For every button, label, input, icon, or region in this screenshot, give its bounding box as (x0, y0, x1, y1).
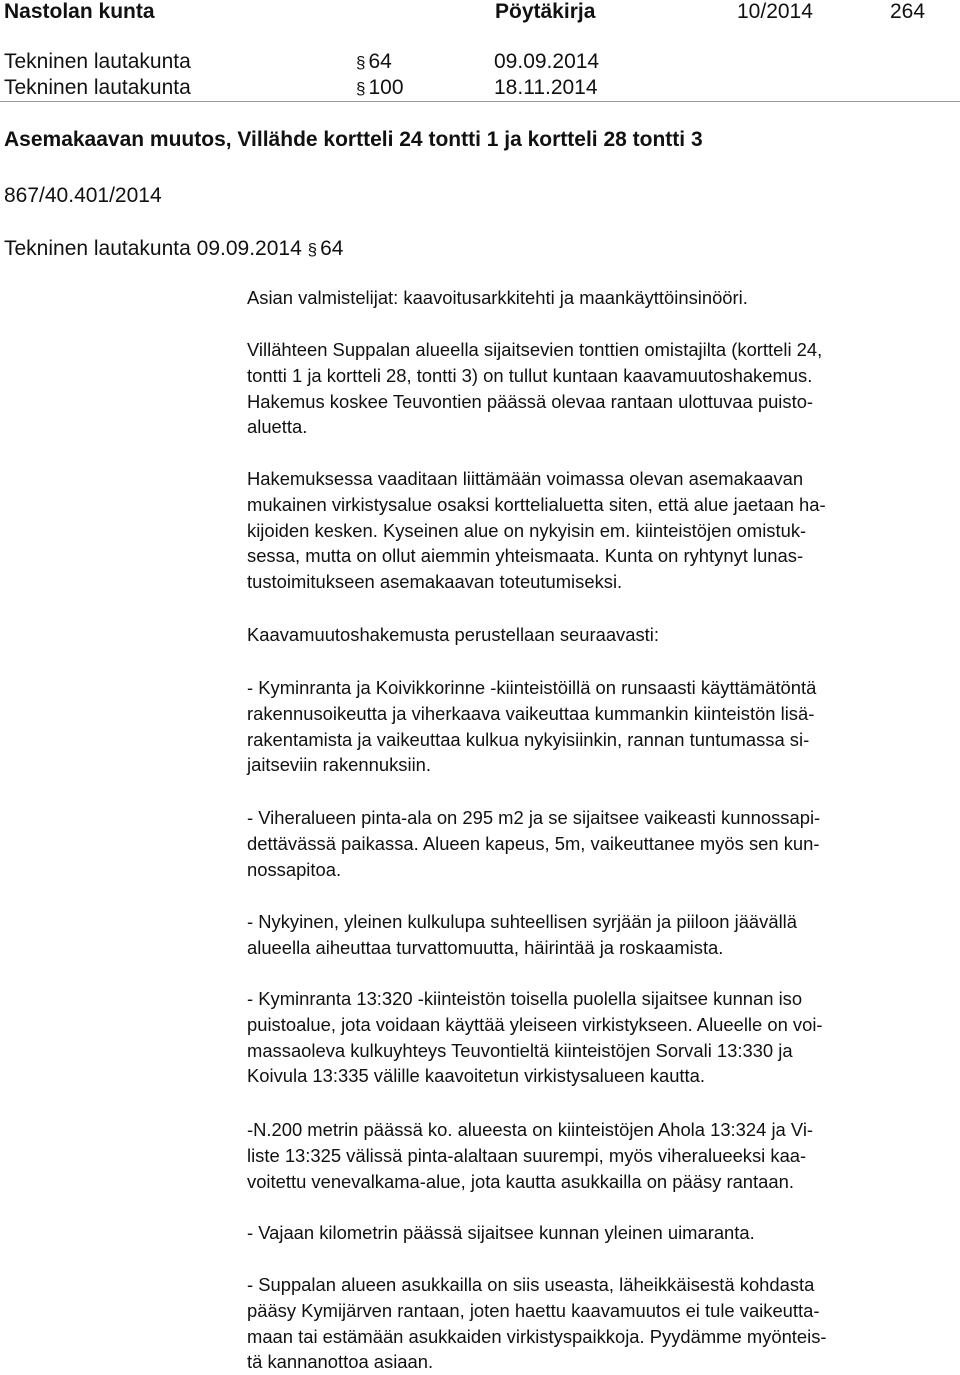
reference-date: 09.09.2014 (494, 50, 600, 73)
body-paragraph: - Viheralueen pinta-ala on 295 m2 ja se sijaitsee vaikeasti kunnossapi- dettävässä paikassa. Alueen kapeus, 5m, vaikeuttanee myös sen kun- nossapitoa. (247, 807, 821, 880)
reference-body: Tekninen lautakunta (4, 76, 191, 99)
section-sign-icon: § (356, 53, 366, 72)
document-title: Asemakaavan muutos, Villähde kortteli 24 tontti 1 ja kortteli 28 tontti 3 (4, 128, 703, 151)
body-paragraph: Kaavamuutoshakemusta perustellaan seuraavasti: (247, 624, 659, 645)
body-paragraph: -N.200 metrin päässä ko. alueesta on kiinteistöjen Ahola 13:324 ja Vi- liste 13:325 välissä pinta-alaltaan suurempi, myös viheralueeksi kaa- voitettu venevalkama-alue, jota kautta asukkailla on pääsy rantaan. (247, 1119, 814, 1192)
body-paragraph: - Nykyinen, yleinen kulkulupa suhteellisen syrjään ja piiloon jäävällä alueella aiheuttaa turvattomuutta, häirintää ja roskaamista. (247, 911, 797, 958)
document-number: 10/2014 (737, 0, 813, 23)
body-paragraph: - Vajaan kilometrin päässä sijaitsee kunnan yleinen uimaranta. (247, 1222, 755, 1243)
body-paragraph: - Kyminranta ja Koivikkorinne -kiinteistöillä on runsaasti käyttämätöntä rakennusoikeutta ja viherkaava vaikeuttaa kummankin kiinteistön lisä- rakentamista ja vaikeuttaa kulkua nykyisiinkin, rannan tuntumassa si- jaitseviin rakennuksiin. (247, 677, 817, 776)
reference-section: § 100 (356, 76, 404, 99)
reference-section: § 64 (356, 50, 392, 73)
document-type: Pöytäkirja (495, 0, 596, 23)
body-paragraph: Villähteen Suppalan alueella sijaitsevien tonttien omistajilta (kortteli 24, tontti 1 ja kortteli 28, tontti 3) on tullut kuntaan kaavamuutoshakemus. Hakemus koskee Teuvontien päässä olevaa rantaan ulottuvaa puisto- aluetta. (247, 339, 823, 438)
reference-body: Tekninen lautakunta (4, 50, 191, 73)
section-sign-icon: § (356, 79, 366, 98)
page-number: 264 (890, 0, 926, 23)
document-id: 867/40.401/2014 (4, 184, 162, 207)
body-paragraph: Hakemuksessa vaaditaan liittämään voimassa olevan asemakaavan mukainen virkistysalue osaksi korttelialuetta siten, että alue jaetaan ha- kijoiden kesken. Kyseinen alue on nykyisin em. kiinteistöjen omistuk- sessa, mutta on ollut aiemmin yhteismaata. Kunta on ryhtynyt lunas- tustoimitukseen asemakaavan toteutumiseksi. (247, 468, 826, 593)
header-divider (0, 101, 960, 102)
preparers-line: Asian valmistelijat: kaavoitusarkkitehti ja maankäyttöinsinööri. (247, 287, 748, 308)
organization-name: Nastolan kunta (4, 0, 155, 23)
section-sign-icon: § (307, 240, 318, 259)
body-paragraph: - Suppalan alueen asukkailla on siis useasta, läheikkäisestä kohdasta pääsy Kymijärven rantaan, joten haettu kaavamuutos ei tule vaikeutta- maan tai estämään asukkaiden virkistyspaikkoja. Pyydämme myönteis- tä kannanottoa asiaan. (247, 1274, 827, 1373)
meeting-line: Tekninen lautakunta 09.09.2014 § 64 (4, 237, 344, 260)
reference-date: 18.11.2014 (494, 76, 598, 99)
body-paragraph: - Kyminranta 13:320 -kiinteistön toisella puolella sijaitsee kunnan iso puistoalue, jota voidaan käyttää yleiseen virkistykseen. Alueelle on voi- massaoleva kulkuyhteys Teuvontieltä kiinteistöjen Sorvali 13:330 ja Koivula 13:335 välille kaavoitetun virkistysalueen kautta. (247, 988, 823, 1087)
